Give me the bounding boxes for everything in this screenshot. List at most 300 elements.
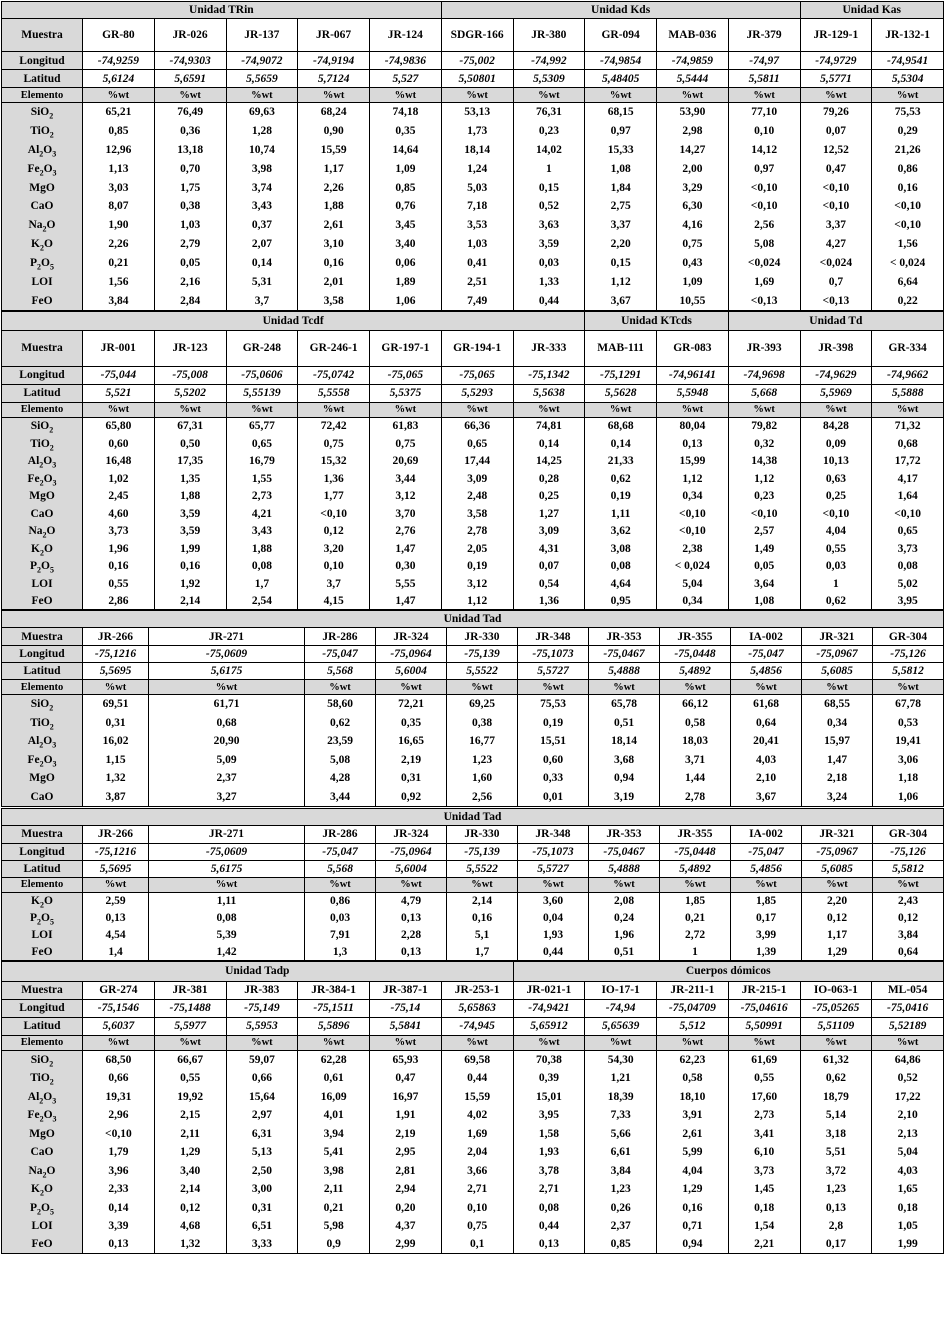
oxide-row (2, 159, 944, 178)
sample-id: JR-124 (370, 19, 442, 52)
oxide-value: 3,60 (518, 892, 589, 909)
oxide-value: 2,71 (441, 1180, 513, 1199)
sample-id: JR-253-1 (441, 981, 513, 999)
oxide-value: 1,06 (370, 291, 442, 310)
oxide-value: 1,96 (83, 540, 155, 558)
sample-id: JR-132-1 (872, 19, 944, 52)
oxide-value: 4,79 (376, 892, 447, 909)
oxide-value: 1,4 (83, 943, 149, 960)
latitude-value: 5,4892 (660, 663, 731, 680)
longitude-value: -75,008 (154, 366, 226, 384)
oxide-value: 14,02 (513, 140, 585, 159)
oxide-value: 1,28 (226, 121, 298, 140)
oxide-value: 1,09 (370, 159, 442, 178)
oxide-value: 68,24 (298, 103, 370, 122)
unit-label: %wt (83, 1035, 155, 1050)
oxide-value: 2,10 (731, 769, 802, 788)
unit-label: %wt (800, 88, 872, 103)
unit-label: %wt (447, 877, 518, 892)
oxide-value: 0,17 (731, 909, 802, 926)
element-label: $Al_2O_3$ (2, 452, 83, 470)
oxide-value: 0,85 (585, 1235, 657, 1254)
oxide-value: 1,44 (660, 769, 731, 788)
element-label: $Na_2O$ (2, 522, 83, 540)
unit-label: %wt (518, 877, 589, 892)
oxide-value: 61,68 (731, 695, 802, 714)
oxide-value: 0,31 (376, 769, 447, 788)
oxide-value: 1,12 (728, 470, 800, 488)
oxide-value: 3,37 (800, 216, 872, 235)
oxide-value: 0,16 (298, 254, 370, 273)
oxide-value: 2,71 (513, 1180, 585, 1199)
oxide-value: 0,03 (513, 254, 585, 273)
oxide-value: <0,10 (872, 216, 944, 235)
sample-id: JR-353 (589, 628, 660, 646)
oxide-value: 15,01 (513, 1087, 585, 1106)
oxide-value: 3,98 (226, 159, 298, 178)
longitude-value: -75,0448 (660, 843, 731, 860)
oxide-value: 3,27 (149, 788, 305, 807)
oxide-value: 2,54 (226, 592, 298, 610)
unit-label: %wt (83, 680, 149, 695)
latitude-value: 5,4856 (731, 663, 802, 680)
oxide-value: 1,23 (800, 1180, 872, 1199)
oxide-row (2, 417, 944, 435)
oxide-value: 2,45 (83, 487, 155, 505)
oxide-value: 2,51 (441, 273, 513, 292)
oxide-value: 13,18 (154, 140, 226, 159)
element-label: LOI (2, 926, 83, 943)
unit-label: %wt (728, 402, 800, 417)
oxide-row (2, 592, 944, 610)
sample-id: JR-321 (802, 628, 873, 646)
element-unit-row (2, 1035, 944, 1050)
oxide-value: 23,59 (305, 732, 376, 751)
oxide-value: 0,16 (447, 909, 518, 926)
oxide-value: 70,38 (513, 1050, 585, 1069)
oxide-value: 3,78 (513, 1161, 585, 1180)
oxide-value: 65,93 (370, 1050, 442, 1069)
table-block-4 (1, 808, 944, 961)
oxide-value: 2,33 (83, 1180, 155, 1199)
oxide-value: 0,19 (585, 487, 657, 505)
oxide-value: 74,18 (370, 103, 442, 122)
sample-id: JR-266 (83, 825, 149, 843)
element-label: MgO (2, 487, 83, 505)
oxide-value: 4,15 (298, 592, 370, 610)
oxide-value: 3,40 (370, 235, 442, 254)
oxide-row (2, 505, 944, 523)
element-label: FeO (2, 592, 83, 610)
oxide-value: 1,03 (441, 235, 513, 254)
oxide-value: 0,14 (585, 435, 657, 453)
oxide-value: 0,86 (305, 892, 376, 909)
oxide-value: 0,85 (83, 121, 155, 140)
oxide-row (2, 1217, 944, 1236)
longitude-value: -74,992 (513, 52, 585, 70)
oxide-value: 0,60 (83, 435, 155, 453)
oxide-value: 1,90 (83, 216, 155, 235)
oxide-value: 3,43 (226, 522, 298, 540)
oxide-value: <0,024 (800, 254, 872, 273)
unit-label: %wt (83, 877, 149, 892)
latitude-value: 5,6004 (376, 860, 447, 877)
data-rows (2, 417, 944, 610)
latitude-value: 5,50991 (728, 1017, 800, 1035)
oxide-value: 4,02 (441, 1106, 513, 1125)
oxide-row (2, 713, 944, 732)
longitude-value: -75,047 (305, 843, 376, 860)
longitude-value: -75,126 (873, 646, 944, 663)
latitude-value: 5,527 (370, 70, 442, 88)
oxide-value: 15,99 (657, 452, 729, 470)
oxide-value: 1,09 (657, 273, 729, 292)
oxide-value: 4,16 (657, 216, 729, 235)
oxide-value: 65,21 (83, 103, 155, 122)
unit-label: %wt (447, 680, 518, 695)
oxide-value: 5,39 (149, 926, 305, 943)
oxide-value: 5,55 (370, 575, 442, 593)
oxide-value: 7,91 (305, 926, 376, 943)
oxide-value: 0,75 (441, 1217, 513, 1236)
oxide-value: 65,77 (226, 417, 298, 435)
oxide-value: 3,39 (83, 1217, 155, 1236)
sample-id: JR-129-1 (800, 19, 872, 52)
oxide-value: 1,12 (441, 592, 513, 610)
longitude-value: 5,65863 (441, 999, 513, 1017)
oxide-value: 0,05 (154, 254, 226, 273)
unit-label: %wt (728, 88, 800, 103)
oxide-value: 0,38 (447, 713, 518, 732)
sample-id: JR-266 (83, 628, 149, 646)
oxide-value: 0,7 (800, 273, 872, 292)
oxide-value: 1,85 (731, 892, 802, 909)
unit-label: %wt (83, 88, 155, 103)
oxide-value: 1 (800, 575, 872, 593)
oxide-row (2, 943, 944, 960)
sample-row (2, 330, 944, 366)
oxide-value: 75,53 (872, 103, 944, 122)
oxide-value: <0,10 (657, 522, 729, 540)
oxide-value: 3,41 (728, 1124, 800, 1143)
unit-label: %wt (728, 1035, 800, 1050)
longitude-value: -74,9698 (728, 366, 800, 384)
oxide-value: 0,08 (149, 909, 305, 926)
oxide-value: 4,17 (872, 470, 944, 488)
oxide-value: 2,38 (657, 540, 729, 558)
sample-id: GR-083 (657, 330, 729, 366)
oxide-value: 14,27 (657, 140, 729, 159)
oxide-value: 6,10 (728, 1143, 800, 1162)
oxide-value: 2,04 (441, 1143, 513, 1162)
oxide-value: 1,73 (441, 121, 513, 140)
oxide-value: 19,92 (154, 1087, 226, 1106)
unit-label: %wt (376, 877, 447, 892)
unit-label: %wt (872, 402, 944, 417)
oxide-row (2, 1143, 944, 1162)
oxide-value: 0,08 (585, 557, 657, 575)
muestra-label: Muestra (2, 330, 83, 366)
latitude-value: 5,6037 (83, 1017, 155, 1035)
oxide-value: 2,61 (657, 1124, 729, 1143)
oxide-value: 0,44 (441, 1069, 513, 1088)
oxide-value: 3,43 (226, 197, 298, 216)
oxide-value: 16,48 (83, 452, 155, 470)
oxide-value: 77,10 (728, 103, 800, 122)
longitude-value: -75,1342 (513, 366, 585, 384)
oxide-value: 4,04 (657, 1161, 729, 1180)
longitude-value: -74,9729 (800, 52, 872, 70)
oxide-value: 1,11 (149, 892, 305, 909)
longitude-value: -75,139 (447, 646, 518, 663)
sample-id: JR-393 (728, 330, 800, 366)
longitude-value: -75,1073 (518, 646, 589, 663)
oxide-value: 18,14 (441, 140, 513, 159)
oxide-value: 3,7 (298, 575, 370, 593)
longitude-value: -75,0467 (589, 646, 660, 663)
oxide-value: 4,31 (513, 540, 585, 558)
elemento-label: Elemento (2, 1035, 83, 1050)
oxide-value: <0,024 (728, 254, 800, 273)
oxide-value: 6,30 (657, 197, 729, 216)
oxide-value: 19,41 (873, 732, 944, 751)
oxide-value: 0,29 (872, 121, 944, 140)
longitude-value: -75,002 (441, 52, 513, 70)
oxide-value: 0,47 (800, 159, 872, 178)
latitude-value: 5,5977 (154, 1017, 226, 1035)
unit-label: %wt (802, 877, 873, 892)
oxide-value: 2,26 (298, 178, 370, 197)
oxide-value: 1,15 (83, 751, 149, 770)
oxide-value: 1,39 (731, 943, 802, 960)
oxide-value: 1,99 (872, 1235, 944, 1254)
element-label: FeO (2, 1235, 83, 1254)
unit-label: %wt (513, 88, 585, 103)
oxide-value: 2,07 (226, 235, 298, 254)
oxide-row (2, 103, 944, 122)
element-label: $K_2O$ (2, 540, 83, 558)
longitude-value: -74,9072 (226, 52, 298, 70)
element-label: $Fe_2O_3$ (2, 470, 83, 488)
element-label: CaO (2, 197, 83, 216)
oxide-value: 0,55 (154, 1069, 226, 1088)
oxide-value: <0,13 (728, 291, 800, 310)
latitude-value: 5,5293 (441, 384, 513, 402)
oxide-value: 0,08 (872, 557, 944, 575)
oxide-value: 2,11 (298, 1180, 370, 1199)
oxide-value: 0,92 (376, 788, 447, 807)
longitude-value: -75,1216 (83, 646, 149, 663)
unit-header: Unidad Tcdf (2, 311, 585, 330)
oxide-value: 3,7 (226, 291, 298, 310)
sample-id: JR-355 (660, 825, 731, 843)
oxide-value: 2,19 (376, 751, 447, 770)
sample-id: GR-094 (585, 19, 657, 52)
longitude-value: -75,065 (370, 366, 442, 384)
oxide-value: 2,08 (589, 892, 660, 909)
longitude-value: -74,9836 (370, 52, 442, 70)
oxide-value: 14,12 (728, 140, 800, 159)
oxide-value: 1,47 (370, 540, 442, 558)
longitude-value: -74,9629 (800, 366, 872, 384)
oxide-row (2, 178, 944, 197)
oxide-value: 17,60 (728, 1087, 800, 1106)
oxide-value: <0,10 (872, 505, 944, 523)
unit-header: Unidad Td (728, 311, 943, 330)
oxide-value: <0,10 (800, 197, 872, 216)
oxide-value: 0,43 (657, 254, 729, 273)
oxide-value: 0,22 (872, 291, 944, 310)
oxide-value: 2,78 (660, 788, 731, 807)
longitude-row (2, 646, 944, 663)
oxide-value: 0,15 (513, 178, 585, 197)
unit-label: %wt (802, 680, 873, 695)
oxide-value: 0,28 (513, 470, 585, 488)
oxide-value: 3,62 (585, 522, 657, 540)
oxide-value: <0,10 (728, 178, 800, 197)
oxide-value: 0,64 (873, 943, 944, 960)
oxide-row (2, 487, 944, 505)
oxide-value: 2,61 (298, 216, 370, 235)
oxide-value: 69,51 (83, 695, 149, 714)
oxide-value: 1,18 (873, 769, 944, 788)
unit-label: %wt (298, 402, 370, 417)
oxide-value: 3,12 (441, 575, 513, 593)
oxide-value: 3,24 (802, 788, 873, 807)
oxide-value: 62,23 (657, 1050, 729, 1069)
oxide-value: 3,33 (226, 1235, 298, 1254)
oxide-value: 2,99 (370, 1235, 442, 1254)
oxide-value: 0,62 (305, 713, 376, 732)
oxide-value: 17,22 (872, 1087, 944, 1106)
oxide-value: 0,34 (802, 713, 873, 732)
oxide-value: 0,21 (83, 254, 155, 273)
element-label: MgO (2, 178, 83, 197)
oxide-value: 0,14 (226, 254, 298, 273)
oxide-value: 1,77 (298, 487, 370, 505)
oxide-value: 59,07 (226, 1050, 298, 1069)
sample-id: IO-17-1 (585, 981, 657, 999)
latitude-value: -74,945 (441, 1017, 513, 1035)
oxide-value: 68,15 (585, 103, 657, 122)
oxide-value: 1,29 (657, 1180, 729, 1199)
longitude-value: -75,1291 (585, 366, 657, 384)
oxide-value: 3,98 (298, 1161, 370, 1180)
longitude-value: -74,9859 (657, 52, 729, 70)
oxide-value: 5,14 (800, 1106, 872, 1125)
oxide-value: 2,50 (226, 1161, 298, 1180)
oxide-value: 0,16 (657, 1198, 729, 1217)
longitude-value: -75,047 (305, 646, 376, 663)
oxide-value: 0,58 (660, 713, 731, 732)
oxide-value: 18,14 (589, 732, 660, 751)
element-label: LOI (2, 1217, 83, 1236)
element-label: TiO$_2$ (2, 435, 83, 453)
oxide-value: 1,88 (298, 197, 370, 216)
oxide-value: 2,21 (728, 1235, 800, 1254)
oxide-value: 20,90 (149, 732, 305, 751)
oxide-value: 16,02 (83, 732, 149, 751)
longitude-value: -75,0609 (149, 843, 305, 860)
oxide-value: 69,58 (441, 1050, 513, 1069)
sample-row (2, 628, 944, 646)
latitude-value: 5,5953 (226, 1017, 298, 1035)
oxide-value: 68,68 (585, 417, 657, 435)
oxide-value: 3,06 (873, 751, 944, 770)
oxide-row (2, 557, 944, 575)
oxide-value: 1,12 (657, 470, 729, 488)
oxide-value: <0,13 (800, 291, 872, 310)
oxide-value: 0,97 (728, 159, 800, 178)
oxide-value: 3,84 (83, 291, 155, 310)
latitude-row (2, 70, 944, 88)
oxide-row (2, 892, 944, 909)
oxide-row (2, 751, 944, 770)
latitude-value: 5,5522 (447, 663, 518, 680)
oxide-value: 21,26 (872, 140, 944, 159)
oxide-value: 8,07 (83, 197, 155, 216)
oxide-value: 18,79 (800, 1087, 872, 1106)
unit-label: %wt (154, 1035, 226, 1050)
oxide-row (2, 1050, 944, 1069)
oxide-value: 3,94 (298, 1124, 370, 1143)
oxide-value: 2,57 (728, 522, 800, 540)
oxide-value: 0,23 (513, 121, 585, 140)
unit-header-row (2, 611, 944, 628)
oxide-value: 3,53 (441, 216, 513, 235)
oxide-value: 0,23 (728, 487, 800, 505)
unit-label: %wt (518, 680, 589, 695)
element-label: LOI (2, 575, 83, 593)
oxide-value: 1,56 (83, 273, 155, 292)
latitude-value: 5,5628 (585, 384, 657, 402)
oxide-value: 79,26 (800, 103, 872, 122)
muestra-label: Muestra (2, 628, 83, 646)
longitude-value: -74,94 (585, 999, 657, 1017)
element-label: FeO (2, 291, 83, 310)
oxide-value: <0,10 (83, 1124, 155, 1143)
oxide-value: 0,04 (518, 909, 589, 926)
oxide-value: 0,16 (83, 557, 155, 575)
oxide-value: 0,07 (800, 121, 872, 140)
oxide-value: <0,10 (728, 505, 800, 523)
longitude-value: -75,1546 (83, 999, 155, 1017)
oxide-value: 69,25 (447, 695, 518, 714)
latitud-label: Latitud (2, 70, 83, 88)
oxide-value: 72,21 (376, 695, 447, 714)
oxide-value: 7,33 (585, 1106, 657, 1125)
sample-id: GR-194-1 (441, 330, 513, 366)
oxide-value: 0,55 (83, 575, 155, 593)
oxide-value: 0,26 (585, 1198, 657, 1217)
oxide-value: 0,71 (657, 1217, 729, 1236)
unit-label: %wt (305, 877, 376, 892)
oxide-value: 0,13 (376, 943, 447, 960)
oxide-value: 0,12 (154, 1198, 226, 1217)
latitude-value: 5,6591 (154, 70, 226, 88)
oxide-value: 2,86 (83, 592, 155, 610)
element-label: CaO (2, 505, 83, 523)
data-rows (2, 1050, 944, 1254)
oxide-value: 53,90 (657, 103, 729, 122)
oxide-value: 1,23 (585, 1180, 657, 1199)
oxide-value: 3,72 (800, 1161, 872, 1180)
oxide-value: 0,94 (589, 769, 660, 788)
sample-id: JR-324 (376, 628, 447, 646)
oxide-value: 0,35 (370, 121, 442, 140)
unit-label: %wt (660, 877, 731, 892)
element-unit-row (2, 680, 944, 695)
